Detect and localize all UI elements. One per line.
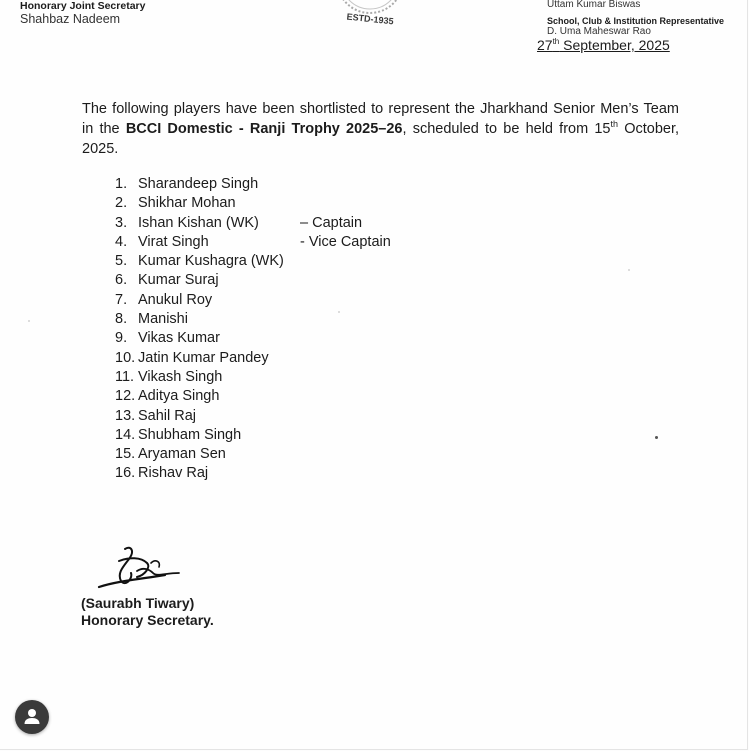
representative-role: School, Club & Institution Representative xyxy=(547,16,725,26)
seal-text: ESTD-1935 xyxy=(346,11,395,27)
player-item xyxy=(115,349,284,368)
header-left xyxy=(20,0,145,26)
date-suffix: th xyxy=(552,37,560,46)
player-item xyxy=(115,252,284,271)
player-number: 4. xyxy=(115,233,128,250)
player-name: Anukul Roy xyxy=(138,291,213,308)
player-item xyxy=(115,175,284,194)
player-item xyxy=(115,233,391,252)
player-number: 6. xyxy=(115,272,128,289)
player-number: 15. xyxy=(115,446,136,463)
player-number: 14. xyxy=(115,426,136,443)
paper-speck xyxy=(338,311,340,313)
paper-speck xyxy=(655,436,658,439)
tournament-name: BCCI Domestic - Ranji Trophy 2025–26 xyxy=(125,121,403,137)
player-item xyxy=(115,464,284,483)
player-name: Kumar Suraj xyxy=(138,272,219,289)
date-day: 27 xyxy=(537,37,553,53)
player-number: 16. xyxy=(115,465,136,482)
player-name: Vikas Kumar xyxy=(138,330,220,347)
paper-speck xyxy=(628,269,630,271)
player-number: 11. xyxy=(115,368,135,385)
player-name: Manishi xyxy=(138,311,188,328)
letter-date xyxy=(537,37,714,53)
player-item xyxy=(115,387,284,406)
player-number: 7. xyxy=(115,291,128,308)
vice-captain-note: - Vice Captain xyxy=(300,233,391,250)
player-name: Ishan Kishan (WK) xyxy=(138,214,259,231)
player-name: Aryaman Sen xyxy=(138,446,226,463)
player-item xyxy=(115,368,284,387)
player-list xyxy=(115,175,391,484)
player-name: Shubham Singh xyxy=(138,426,242,443)
intro-text-3: October, 2025. xyxy=(82,121,680,157)
player-item xyxy=(115,271,284,290)
player-name: Aditya Singh xyxy=(138,388,220,405)
player-number: 5. xyxy=(115,253,128,270)
player-number: 13. xyxy=(115,407,136,424)
player-number: 3. xyxy=(115,214,128,231)
user-icon xyxy=(15,700,49,734)
official-name: D. Uma Maheswar Rao xyxy=(547,26,651,37)
player-item xyxy=(115,426,284,445)
intro-text-1: The following players have been shortlisted to represent the Jharkhand Senior Men’s Team in the xyxy=(82,101,679,137)
player-number: 9. xyxy=(115,330,128,347)
player-number: 10. xyxy=(115,349,136,366)
player-number: 1. xyxy=(115,176,128,192)
representative-name: Uttam Kumar Biswas xyxy=(547,0,641,10)
player-item xyxy=(115,445,284,464)
start-date-suffix: th xyxy=(610,119,619,129)
player-item xyxy=(115,329,284,348)
player-name: Shikhar Mohan xyxy=(138,195,236,212)
player-name: Vikash Singh xyxy=(138,368,223,385)
intro-paragraph xyxy=(82,99,679,159)
player-name: Jatin Kumar Pandey xyxy=(138,349,269,366)
player-item xyxy=(115,407,284,426)
association-seal-icon xyxy=(325,0,415,30)
player-name: Sahil Raj xyxy=(138,407,197,424)
date-month-year: September, 2025 xyxy=(559,37,670,53)
header-right xyxy=(537,0,725,53)
signatory-title: Honorary Secretary. xyxy=(81,612,214,628)
player-number: 8. xyxy=(115,311,128,328)
player-name: Rishav Raj xyxy=(138,465,209,482)
intro-text-2: , scheduled to be held from 15 xyxy=(402,121,611,137)
player-number: 12. xyxy=(115,388,136,405)
player-item xyxy=(115,194,284,213)
joint-secretary-role: Honorary Joint Secretary xyxy=(20,0,146,12)
player-item xyxy=(115,291,284,310)
player-name: Sharandeep Singh xyxy=(138,176,259,192)
signatory-name: (Saurabh Tiwary) xyxy=(81,595,195,611)
captain-note: – Captain xyxy=(300,214,363,231)
player-name: Kumar Kushagra (WK) xyxy=(138,253,284,270)
user-button[interactable] xyxy=(15,700,49,734)
player-number: 2. xyxy=(115,195,128,212)
joint-secretary-name: Shahbaz Nadeem xyxy=(20,12,121,26)
player-item xyxy=(115,214,363,233)
player-name: Virat Singh xyxy=(138,233,209,250)
signature-icon xyxy=(95,543,195,595)
player-item xyxy=(115,310,284,329)
paper-speck xyxy=(28,320,30,322)
